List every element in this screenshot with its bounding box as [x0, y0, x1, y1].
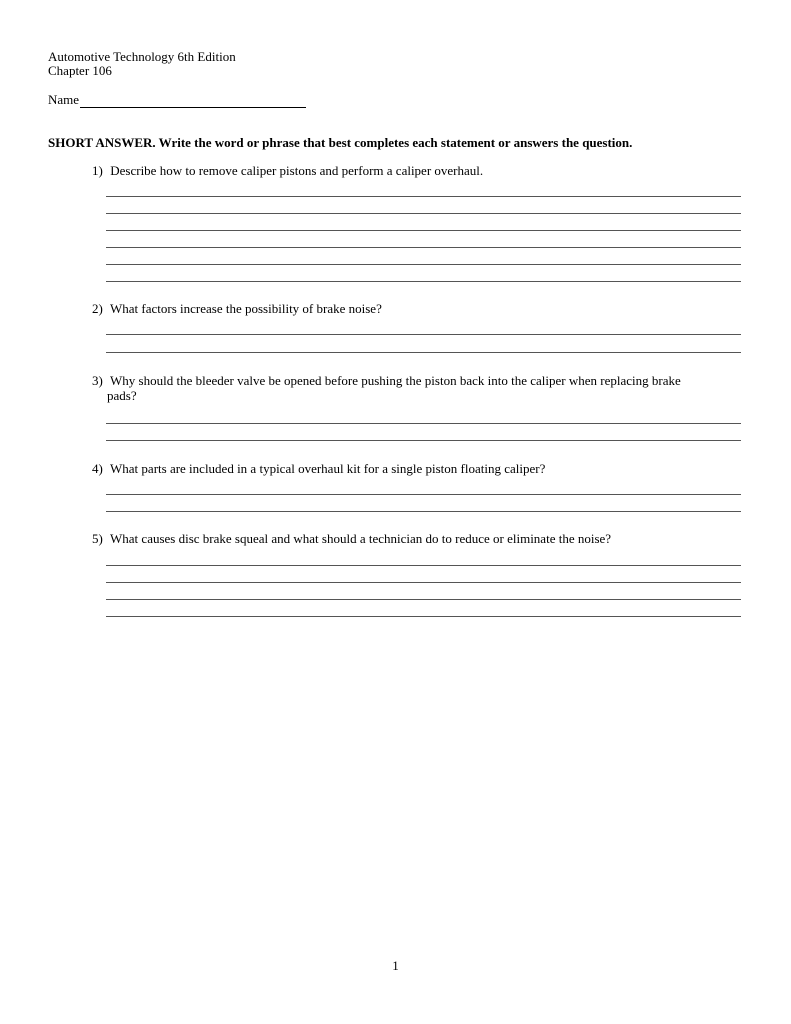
answer-line[interactable] [106, 511, 741, 512]
question-text: What factors increase the possibility of brake noise? [110, 301, 382, 316]
answer-line[interactable] [106, 352, 741, 353]
answer-line[interactable] [106, 423, 741, 424]
answer-line[interactable] [106, 196, 741, 197]
answer-line[interactable] [106, 440, 741, 441]
answer-line[interactable] [106, 264, 741, 265]
answer-line[interactable] [106, 582, 741, 583]
answer-line[interactable] [106, 494, 741, 495]
answer-line[interactable] [106, 247, 741, 248]
name-blank-line[interactable] [80, 96, 306, 108]
book-title: Automotive Technology 6th Edition [48, 49, 236, 64]
answer-line[interactable] [106, 565, 741, 566]
question-number: 5) [92, 531, 103, 546]
question-number: 2) [92, 301, 103, 316]
question-text: What causes disc brake squeal and what should a technician do to reduce or eliminate the noise? [110, 531, 612, 546]
question-number: 4) [92, 461, 103, 476]
instructions: SHORT ANSWER. Write the word or phrase that best completes each statement or answers the question. [48, 135, 633, 150]
question-2 [92, 301, 742, 316]
question-3 [92, 373, 742, 403]
answer-line[interactable] [106, 230, 741, 231]
question-number: 1) [92, 163, 103, 178]
answer-line[interactable] [106, 616, 741, 617]
answer-line[interactable] [106, 334, 741, 335]
name-field [48, 92, 306, 108]
page-number: 1 [392, 958, 399, 973]
question-number: 3) [92, 373, 103, 388]
question-4 [92, 461, 742, 476]
question-text: What parts are included in a typical overhaul kit for a single piston floating caliper? [110, 461, 546, 476]
question-text: Describe how to remove caliper pistons and perform a caliper overhaul. [110, 163, 484, 178]
answer-line[interactable] [106, 599, 741, 600]
question-text: Why should the bleeder valve be opened before pushing the piston back into the caliper when replacing brake [110, 373, 681, 388]
question-1 [92, 163, 742, 178]
name-label: Name [48, 92, 80, 107]
chapter-label: Chapter 106 [48, 63, 112, 78]
answer-line[interactable] [106, 213, 741, 214]
question-text-continuation: pads? [107, 388, 137, 403]
question-5 [92, 531, 742, 546]
answer-line[interactable] [106, 281, 741, 282]
